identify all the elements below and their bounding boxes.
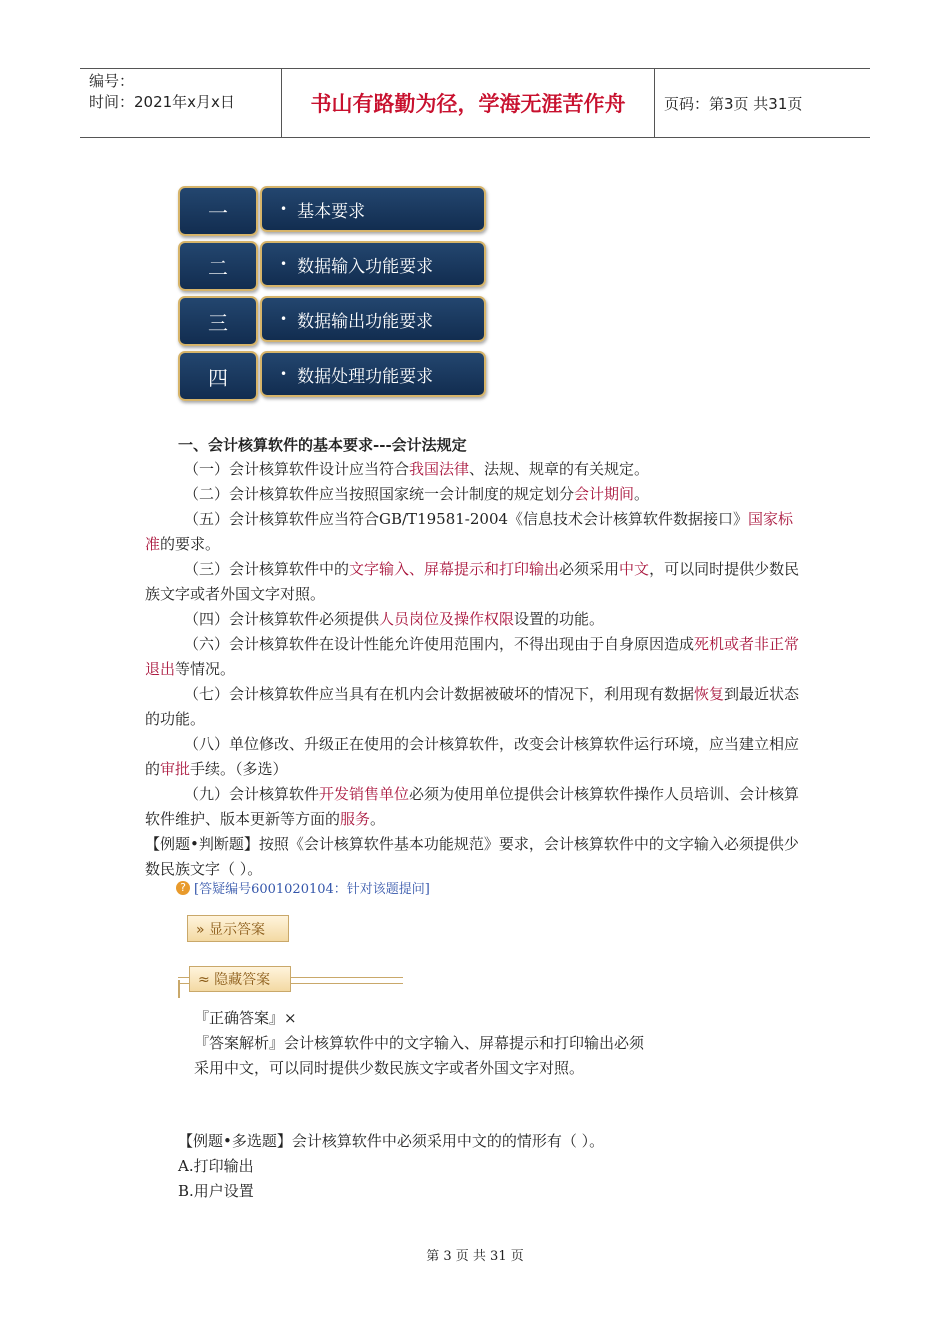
- menu-item-label-box: [260, 296, 486, 342]
- example-question-2: [178, 1129, 604, 1204]
- menu-item-number: 三: [178, 296, 258, 346]
- paragraph: [145, 557, 805, 607]
- bullet-icon: •: [280, 257, 288, 271]
- header-motto: 书山有路勤为径，学海无涯苦作舟: [282, 69, 655, 137]
- menu-item[interactable]: [178, 241, 490, 289]
- highlight-text: 文字输入、屏幕提示和打印输出: [349, 560, 560, 578]
- answer-tab-side: [178, 980, 186, 998]
- highlight-text: 服务: [340, 810, 371, 828]
- menu-item-label-box: [260, 241, 486, 287]
- answer-analysis-line: 『答案解析』会计核算软件中的文字输入、屏幕提示和打印输出必须: [194, 1034, 645, 1052]
- highlight-text: 中文: [619, 560, 650, 578]
- text: 的要求。: [160, 535, 221, 553]
- paragraph: [145, 607, 805, 632]
- paragraph: [145, 682, 805, 732]
- highlight-text: 会计期间: [574, 485, 635, 503]
- menu-item-number: 二: [178, 241, 258, 291]
- time-label: 时间：2021年x月x日: [89, 93, 235, 111]
- text: 、法规、规章的有关规定。: [469, 460, 650, 478]
- paragraph: [145, 507, 805, 557]
- paragraph: [145, 482, 805, 507]
- text: 设置的功能。: [514, 610, 605, 628]
- highlight-text: 开发销售单位: [319, 785, 410, 803]
- text: （九）会计核算软件: [184, 785, 320, 803]
- option: A.打印输出: [178, 1157, 254, 1175]
- menu-item[interactable]: [178, 296, 490, 344]
- show-answer-button[interactable]: » 显示答案: [187, 915, 289, 942]
- text: （五）会计核算软件应当符合GB/T19581-2004《信息技术会计核算软件数据接口》: [184, 510, 749, 528]
- question-icon: ?: [176, 881, 190, 895]
- text: （一）会计核算软件设计应当符合: [184, 460, 410, 478]
- bullet-icon: •: [280, 202, 288, 216]
- menu-item-label: 数据输出功能要求: [297, 311, 434, 332]
- menu-item[interactable]: [178, 186, 490, 234]
- text: 。: [634, 485, 650, 503]
- text: 。: [370, 810, 386, 828]
- text: （二）会计核算软件应当按照国家统一会计制度的规定划分: [184, 485, 575, 503]
- text: （七）会计核算软件应当具有在机内会计数据被破坏的情况下，利用现有数据: [184, 685, 695, 703]
- question-text: 【例题•多选题】会计核算软件中必须采用中文的的情形有（ ）。: [178, 1132, 605, 1150]
- menu-item-label-box: [260, 351, 486, 397]
- menu-item-number: 一: [178, 186, 258, 236]
- text: ，可以同时提供少数民族文字或者外国文字对照。: [145, 560, 800, 603]
- text: 手续。（多选）: [190, 760, 288, 778]
- menu-item-label: 基本要求: [297, 201, 366, 222]
- highlight-text: 恢复: [694, 685, 725, 703]
- menu-item-label-box: [260, 186, 486, 232]
- hide-answer-button[interactable]: ≈ 隐藏答案: [189, 966, 291, 992]
- highlight-text: 我国法律: [409, 460, 470, 478]
- menu-item-label: 数据处理功能要求: [297, 366, 434, 387]
- help-link[interactable]: [176, 878, 430, 897]
- menu-item-label: 数据输入功能要求: [297, 256, 434, 277]
- highlight-text: 死机或者非正常退出: [145, 635, 800, 678]
- text: （四）会计核算软件必须提供: [184, 610, 380, 628]
- text: 到最近状态的功能。: [145, 685, 800, 728]
- highlight-text: 国家标准: [145, 510, 794, 553]
- text: （三）会计核算软件中的: [184, 560, 350, 578]
- page-header: [80, 68, 870, 138]
- correct-answer: 『正确答案』×: [194, 1009, 297, 1027]
- bullet-icon: •: [280, 312, 288, 326]
- text: 必须为使用单位提供会计核算软件操作人员培训、会计核算软件维护、版本更新等方面的: [145, 785, 800, 828]
- highlight-text: 审批: [160, 760, 191, 778]
- header-page-info: 页码：第3页 共31页: [664, 94, 803, 113]
- number-label: 编号：: [89, 72, 135, 90]
- menu-item[interactable]: [178, 351, 490, 399]
- option: B.用户设置: [178, 1182, 254, 1200]
- section-title: 一、会计核算软件的基本要求---会计法规定: [178, 436, 467, 454]
- paragraph: [145, 632, 805, 682]
- menu-item-number: 四: [178, 351, 258, 401]
- requirements-body: [145, 457, 805, 882]
- header-meta: [80, 69, 282, 137]
- bullet-icon: •: [280, 367, 288, 381]
- paragraph: [145, 457, 805, 482]
- text: （八）单位修改、升级正在使用的会计核算软件，改变会计核算软件运行环境，应当建立相应的: [145, 735, 800, 778]
- page-footer: 第 3 页 共 31 页: [426, 1249, 524, 1264]
- text: 等情况。: [175, 660, 236, 678]
- highlight-text: 人员岗位及操作权限: [379, 610, 515, 628]
- text: 必须采用: [559, 560, 620, 578]
- paragraph: [145, 782, 805, 832]
- help-link-text[interactable]: [答疑编号6001020104：针对该题提问]: [194, 882, 430, 897]
- topic-menu: [178, 186, 490, 406]
- text: （六）会计核算软件在设计性能允许使用范围内，不得出现由于自身原因造成: [184, 635, 695, 653]
- paragraph: [145, 732, 805, 782]
- answer-panel: [194, 1006, 644, 1081]
- answer-analysis-line: 采用中文，可以同时提供少数民族文字或者外国文字对照。: [194, 1059, 585, 1077]
- example-question: 【例题•判断题】按照《会计核算软件基本功能规范》要求，会计核算软件中的文字输入必须提供少数民族文字（ ）。: [145, 835, 799, 878]
